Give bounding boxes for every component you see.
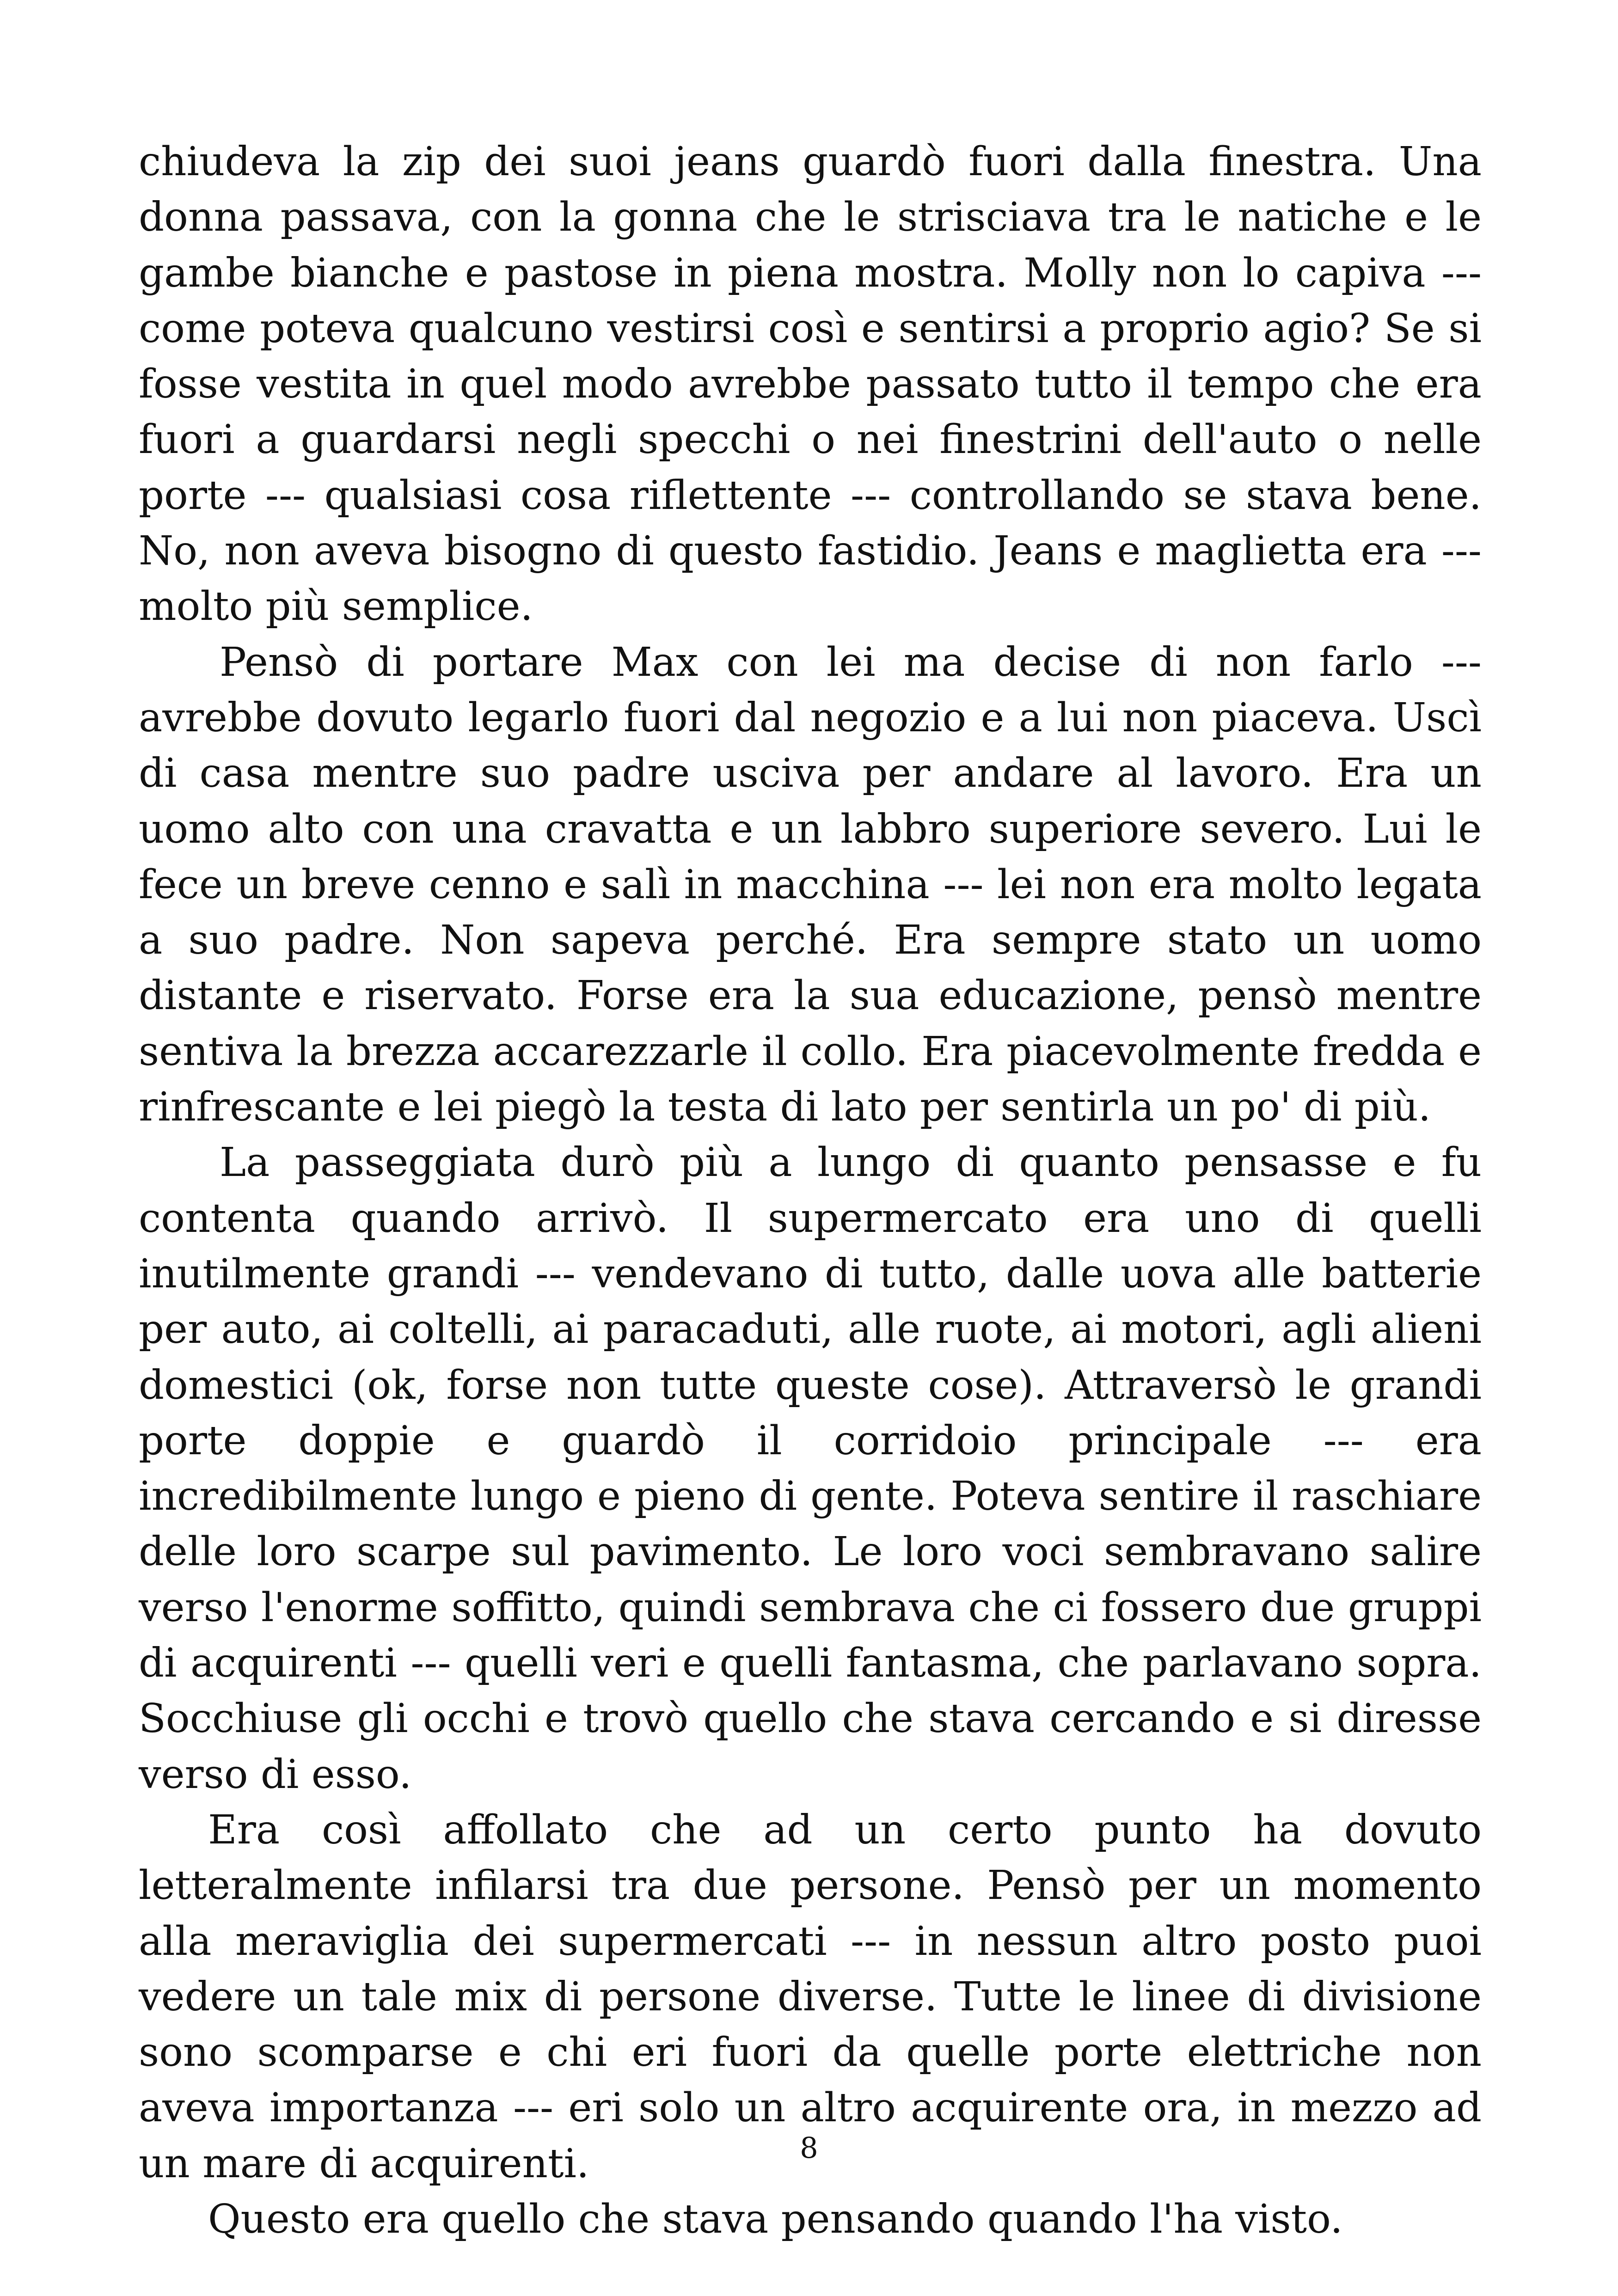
paragraph-1: chiudeva la zip dei suoi jeans guardò fuori dalla finestra. Una donna passava, con la gonna che le strisciava tra le natiche e le gambe bianche e pastose in piena mostra. Molly non lo capiva --- come poteva qualcuno vestirsi così e sentirsi a proprio agio? Se si fosse vestita in quel modo avrebbe passato tutto il tempo che era fuori a guardarsi negli specchi o nei finestrini dell'auto o nelle porte --- qualsiasi cosa riflettente --- controllando se stava bene. No, non aveva bisogno di questo fastidio. Jeans e maglietta era --- molto più semplice. bbox=[139, 139, 1482, 630]
paragraph-4: Era così affollato che ad un certo punto ha dovuto letteralmente infilarsi tra due persone. Pensò per un momento alla meraviglia dei supermercati --- in nessun altro posto puoi vedere un tale mix di persone diverse. Tutte le linee di divisione sono scomparse e chi eri fuori da quelle porte elettriche non aveva importanza --- eri solo un altro acquirente ora, in mezzo ad un mare di acquirenti. bbox=[139, 1806, 1482, 2187]
paragraph-3: La passeggiata durò più a lungo di quanto pensasse e fu contenta quando arrivò. Il supermercato era uno di quelli inutilmente grandi --- vendevano di tutto, dalle uova alle batterie per auto, ai coltelli, ai paracaduti, alle ruote, ai motori, agli alieni domestici (ok, forse non tutte queste cose). Attraversò le grandi porte doppie e guardò il corridoio principale --- era incredibilmente lungo e pieno di gente. Poteva sentire il raschiare delle loro scarpe sul pavimento. Le loro voci sembravano salire verso l'enorme soffitto, quindi sembrava che ci fossero due gruppi di acquirenti --- quelli veri e quelli fantasma, che parlavano sopra. Socchiuse gli occhi e trovò quello che stava cercando e si diresse verso di esso. bbox=[139, 1139, 1482, 1798]
body-text bbox=[139, 134, 1482, 2247]
page-number: 8 bbox=[800, 2131, 818, 2165]
paragraph-2: Pensò di portare Max con lei ma decise di non farlo --- avrebbe dovuto legarlo fuori dal negozio e a lui non piaceva. Uscì di casa mentre suo padre usciva per andare al lavoro. Era un uomo alto con una cravatta e un labbro superiore severo. Lui le fece un breve cenno e salì in macchina --- lei non era molto legata a suo padre. Non sapeva perché. Era sempre stato un uomo distante e riservato. Forse era la sua educazione, pensò mentre sentiva la brezza accarezzarle il collo. Era piacevolmente fredda e rinfrescante e lei piegò la testa di lato per sentirla un po' di più. bbox=[139, 639, 1482, 1131]
paragraph-5: Questo era quello che stava pensando quando l'ha visto. bbox=[208, 2196, 1343, 2242]
